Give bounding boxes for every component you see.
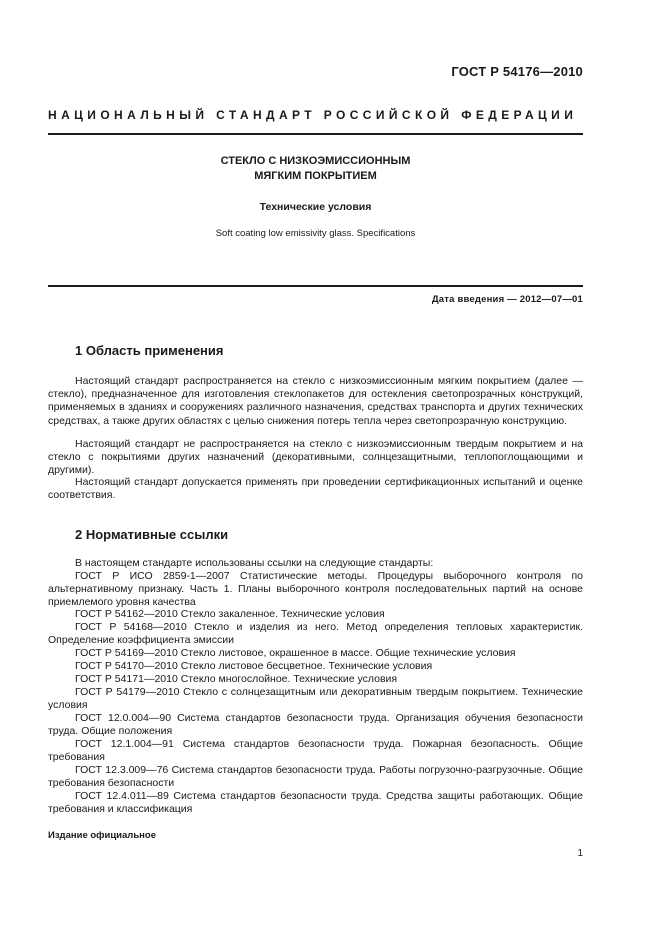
- section-1-paragraph: Настоящий стандарт допускается применять при проведении сертификационных испытаний и оценке соответствия.: [48, 476, 583, 502]
- reference-item: ГОСТ 12.3.009—76 Система стандартов безопасности труда. Работы погрузочно-разгрузочные. Общие требования безопасности: [48, 764, 583, 790]
- section-1-heading: 1 Область применения: [75, 343, 224, 358]
- reference-item: ГОСТ 12.4.011—89 Система стандартов безопасности труда. Средства защиты работающих. Общие требования и классификация: [48, 790, 583, 816]
- english-title: Soft coating low emissivity glass. Specifications: [215, 228, 416, 239]
- reference-item: ГОСТ Р ИСО 2859-1—2007 Статистические методы. Процедуры выборочного контроля по альтернативному признаку. Часть 1. Планы выборочного контроля последовательных партий на основе приемлемого уровня качества: [48, 570, 583, 609]
- national-standard-banner: НАЦИОНАЛЬНЫЙ СТАНДАРТ РОССИЙСКОЙ ФЕДЕРАЦИИ: [48, 108, 578, 122]
- reference-item: ГОСТ Р 54169—2010 Стекло листовое, окрашенное в массе. Общие технические условия: [75, 647, 516, 659]
- title-line-1: СТЕКЛО С НИЗКОЭМИССИОННЫМ: [220, 155, 411, 167]
- reference-item: ГОСТ Р 54171—2010 Стекло многослойное. Технические условия: [75, 673, 398, 685]
- reference-intro: В настоящем стандарте использованы ссылки на следующие стандарты:: [75, 557, 434, 569]
- section-1-paragraph: Настоящий стандарт распространяется на стекло с низкоэмиссионным мягким покрытием (далее — стекло), предназначенное для изготовления стеклопакетов для остекления светопрозрачных конструкций, применяемых в зданиях и сооружениях различного назначения, средствах транспорта и других технических средствах, а также других областях с целью снижения потерь тепла через светопрозрачную конструкцию.: [48, 375, 583, 427]
- page-number: 1: [577, 848, 583, 859]
- section-1-paragraph: Настоящий стандарт не распространяется на стекло с низкоэмиссионным твердым покрытием и на стекло с покрытиями других назначений (декоративными, солнцезащитными, теплопоглощающими и другими).: [48, 438, 583, 477]
- title-line-2: МЯГКИМ ПОКРЫТИЕМ: [254, 170, 377, 182]
- intro-date: Дата введения — 2012—07—01: [431, 294, 583, 305]
- reference-item: ГОСТ Р 54170—2010 Стекло листовое бесцветное. Технические условия: [75, 660, 433, 672]
- reference-item: ГОСТ Р 54179—2010 Стекло с солнцезащитным или декоративным твердым покрытием. Технические условия: [48, 686, 583, 712]
- document-title: [48, 154, 583, 184]
- standard-number: ГОСТ Р 54176—2010: [451, 64, 583, 79]
- reference-item: ГОСТ 12.1.004—91 Система стандартов безопасности труда. Пожарная безопасность. Общие требования: [48, 738, 583, 764]
- reference-item: ГОСТ Р 54162—2010 Стекло закаленное. Технические условия: [75, 608, 385, 620]
- section-2-heading: 2 Нормативные ссылки: [75, 527, 229, 542]
- document-subtitle: Технические условия: [259, 201, 372, 213]
- reference-item: ГОСТ Р 54168—2010 Стекло и изделия из него. Метод определения тепловых характеристик. Определение коэффициента эмиссии: [48, 621, 583, 647]
- header-rule: [48, 133, 583, 135]
- official-edition-label: Издание официальное: [48, 830, 156, 841]
- title-rule: [48, 285, 583, 287]
- reference-item: ГОСТ 12.0.004—90 Система стандартов безопасности труда. Организация обучения безопасности труда. Общие положения: [48, 712, 583, 738]
